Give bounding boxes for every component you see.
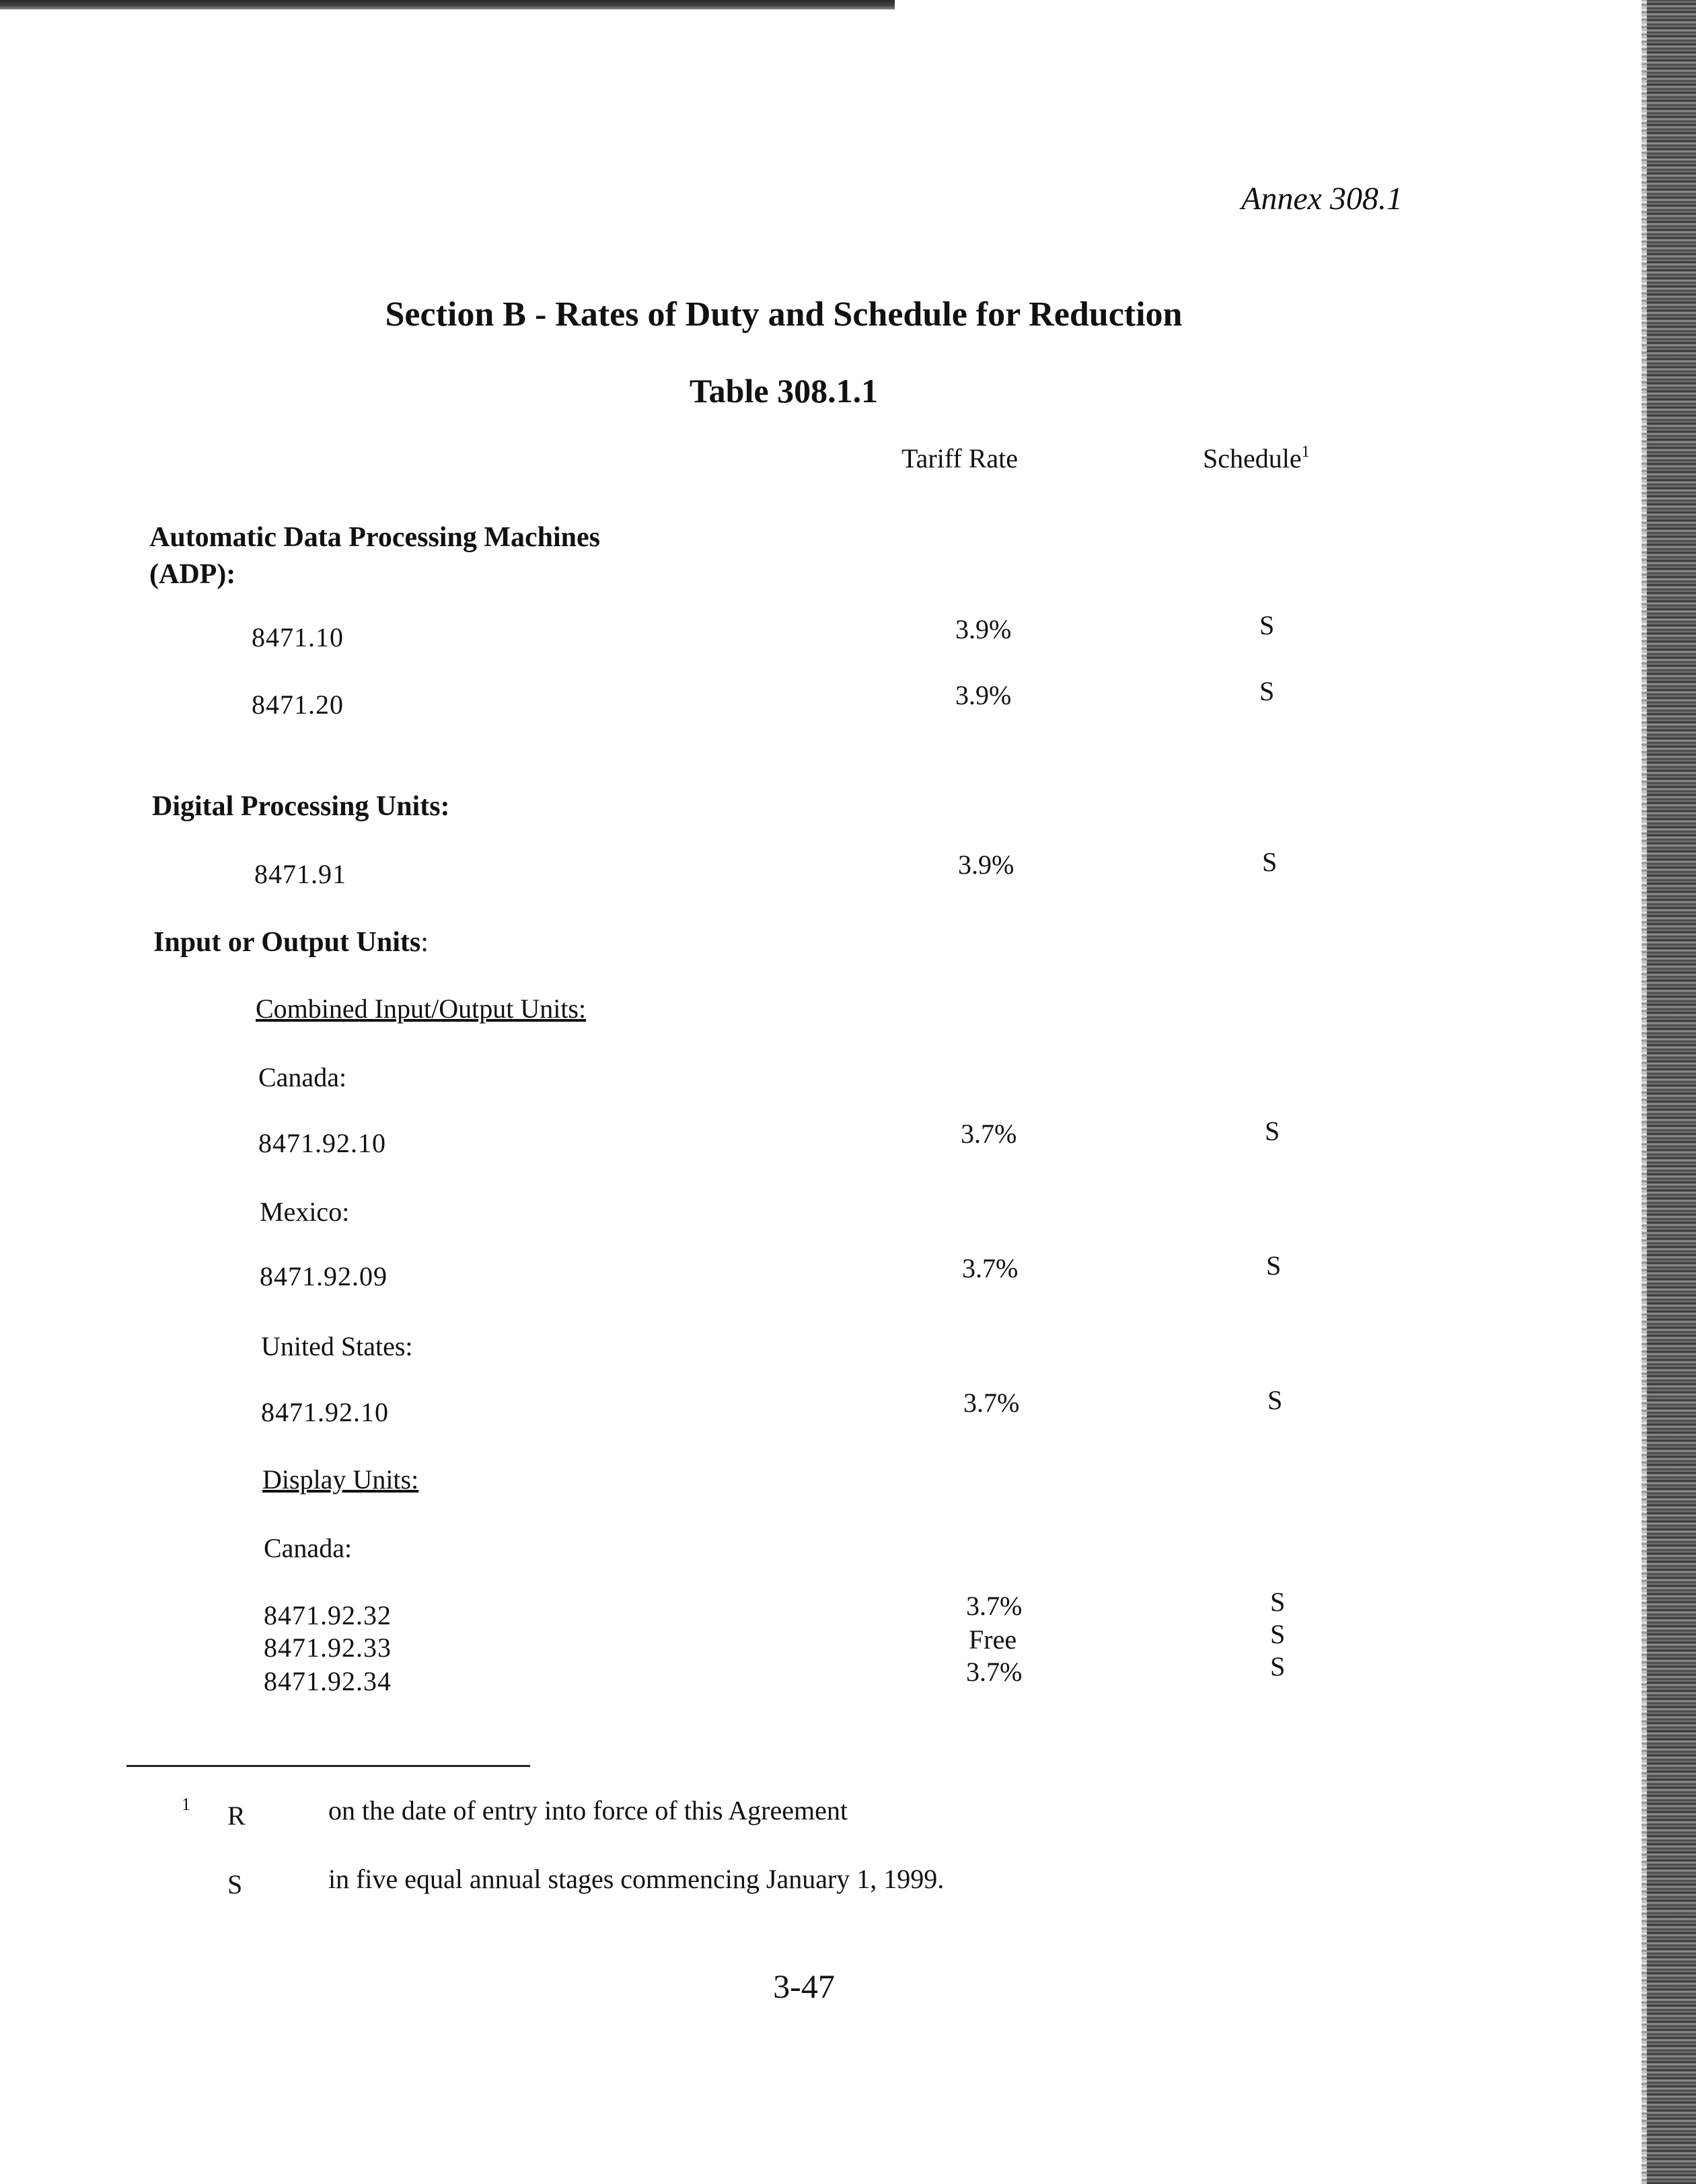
country-united-states: United States: <box>261 1331 413 1361</box>
row-code: 8471.20 <box>252 689 344 720</box>
row-schedule: S <box>1259 676 1275 706</box>
subheading-display-units: Display Units: <box>262 1464 419 1495</box>
section-title: Section B - Rates of Duty and Schedule for Reduction <box>385 295 1183 334</box>
category-adp: Automatic Data Processing Machines (ADP): <box>149 522 600 591</box>
row-code: 8471.92.32 <box>264 1600 392 1630</box>
row-code: 8471.92.10 <box>258 1128 386 1158</box>
category-input-output-label: Input or Output Units <box>153 927 421 958</box>
row-code: 8471.10 <box>252 622 344 652</box>
scan-right-edge <box>1647 0 1696 2184</box>
footnote-separator <box>126 1765 530 1767</box>
row-code: 8471.92.09 <box>260 1261 388 1291</box>
footnote-marker: 1 <box>182 1795 190 1814</box>
category-digital-processing-units: Digital Processing Units: <box>152 791 450 822</box>
row-code: 8471.92.34 <box>264 1666 392 1696</box>
schedule-footnote-ref: 1 <box>1301 443 1310 461</box>
row-rate: 3.9% <box>955 614 1012 644</box>
row-schedule: S <box>1259 610 1275 640</box>
row-schedule: S <box>1262 847 1278 877</box>
row-schedule: S <box>1270 1651 1286 1682</box>
country-mexico: Mexico: <box>260 1197 350 1227</box>
footnote-s-text: in five equal annual stages commencing January 1, 1999. <box>328 1864 945 1894</box>
footnote-r-text: on the date of entry into force of this Agreement <box>328 1795 848 1825</box>
page-number: 3-47 <box>773 1967 835 2005</box>
row-code: 8471.92.33 <box>264 1632 392 1663</box>
table-title: Table 308.1.1 <box>689 372 879 410</box>
column-header-schedule <box>1203 445 1310 472</box>
row-rate: 3.7% <box>966 1591 1023 1621</box>
footnote-r-key: R <box>227 1801 246 1831</box>
subheading-combined-io: Combined Input/Output Units: <box>256 993 587 1024</box>
country-canada-display: Canada: <box>264 1533 353 1563</box>
row-schedule: S <box>1265 1116 1280 1146</box>
row-rate: 3.7% <box>963 1388 1020 1418</box>
row-schedule: S <box>1267 1385 1283 1415</box>
annex-label: Annex 308.1 <box>1241 181 1403 217</box>
footnote-s-key: S <box>227 1869 243 1899</box>
row-code: 8471.92.10 <box>261 1397 389 1427</box>
category-input-output-units <box>153 928 429 956</box>
row-rate: Free <box>969 1624 1017 1655</box>
row-code: 8471.91 <box>254 859 346 889</box>
row-schedule: S <box>1266 1250 1282 1281</box>
row-rate: 3.7% <box>961 1119 1017 1149</box>
row-rate: 3.9% <box>955 680 1012 710</box>
schedule-label: Schedule <box>1203 443 1302 474</box>
column-header-tariff-rate: Tariff Rate <box>901 443 1019 474</box>
row-rate: 3.7% <box>962 1253 1019 1283</box>
row-schedule: S <box>1270 1619 1286 1649</box>
country-canada: Canada: <box>258 1062 347 1092</box>
scan-top-edge <box>0 0 895 9</box>
row-rate: 3.9% <box>958 850 1015 880</box>
category-input-output-colon: : <box>420 927 429 958</box>
row-rate: 3.7% <box>966 1657 1023 1687</box>
row-schedule: S <box>1270 1587 1286 1617</box>
